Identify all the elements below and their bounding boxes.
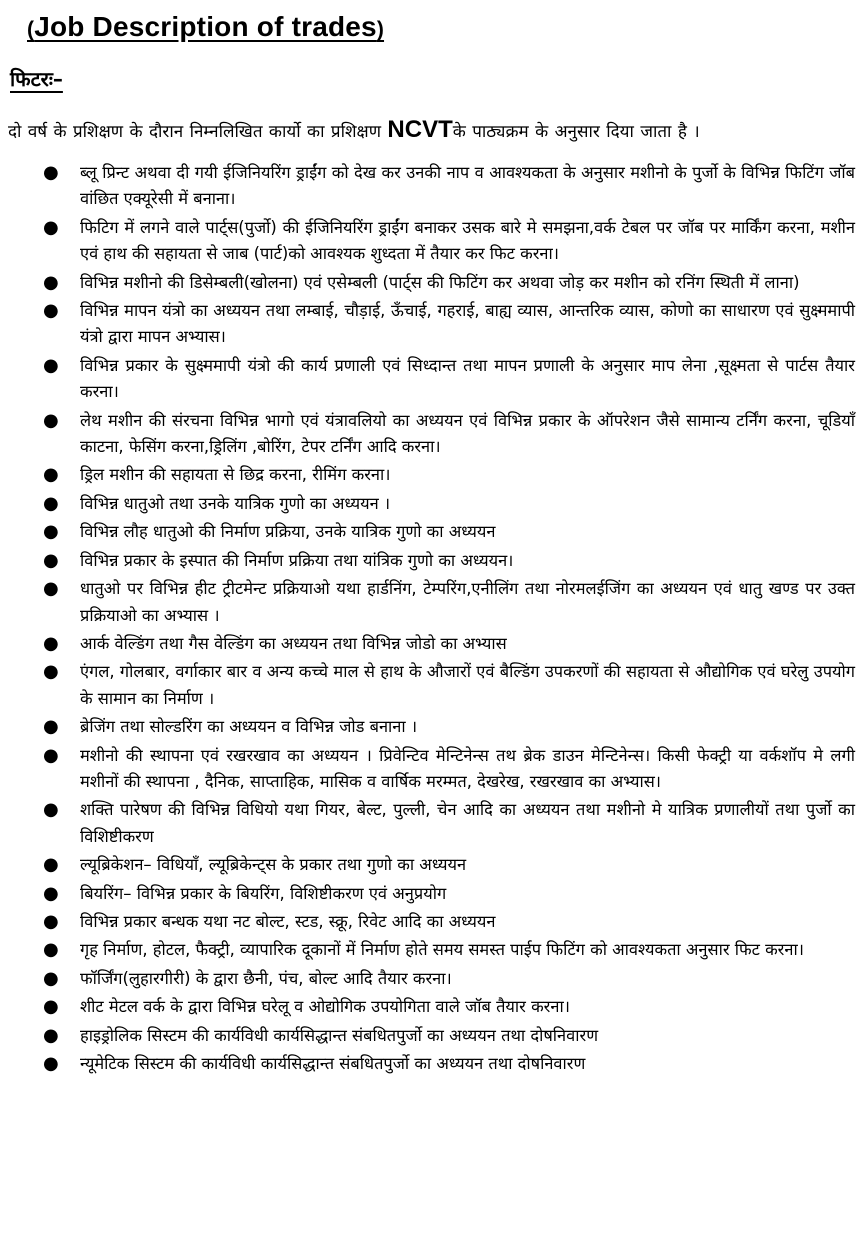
list-item-text: आर्क वेल्डिंग तथा गैस वेल्डिंग का अध्ययन तथा विभिन्न जोडो का अभ्यास xyxy=(80,633,507,653)
list-item-text: गृह निर्माण, होटल, फैक्ट्री, व्यापारिक दूकानों में निर्माण होते समय समस्त पाईप फिटिंग को आवश्यकता अनुसार फिट करना। xyxy=(80,940,804,960)
intro-paragraph xyxy=(8,110,855,152)
bullet-icon: ● xyxy=(43,882,59,904)
list-item xyxy=(7,1051,855,1077)
list-item xyxy=(7,743,855,796)
list-item-text: विभिन्न प्रकार के इस्पात की निर्माण प्रक्रिया तथा यांत्रिक गुणो का अध्ययन। xyxy=(80,550,514,570)
bullet-icon: ● xyxy=(43,492,59,514)
list-item xyxy=(7,631,855,657)
bullet-icon: ● xyxy=(43,910,59,932)
list-item-text: शीट मेटल वर्क के द्वारा विभिन्न घरेलू व ओद्योगिक उपयोगिता वाले जॉब तैयार करना। xyxy=(80,997,570,1017)
list-item-text: फिटिग में लगने वाले पार्ट्स(पुर्जो) की ईजिनियरिंग ड्राईंग बनाकर उसक बारे मे समझना,वर्क टेबल पर जॉब पर मार्किंग करना, मशीन एवं हाथ की सहायता से जाब (पार्ट)को आवश्यक शुध्दता में तैयार कर फिट करना। xyxy=(80,217,855,264)
list-item-text: विभिन्न मशीनो की डिसेम्बली(खोलना) एवं एसेम्बली (पार्ट्स की फिटिंग कर अथवा जोड़ कर मशीन को रनिंग स्थिती में लाना) xyxy=(80,272,800,292)
list-item-text: विभिन्न प्रकार बन्धक यथा नट बोल्ट, स्टड, स्क्रू, रिवेट आदि का अध्ययन xyxy=(80,911,496,931)
title-text: Job Description of trades xyxy=(34,11,377,42)
bullet-icon: ● xyxy=(43,464,59,486)
list-item-text: लेथ मशीन की संरचना विभिन्न भागो एवं यंत्रावलियो का अध्ययन एवं विभिन्न प्रकार के ऑपरेशन जैसे सामान्य टर्निंग करना, चूडियॉं काटना, फेसिंग करना,ड्रिलिंग ,बोरिंग, टेपर टर्निंग आदि करना। xyxy=(80,410,855,457)
bullet-icon: ● xyxy=(43,799,59,821)
list-item xyxy=(7,548,855,574)
bullet-icon: ● xyxy=(43,409,59,431)
bullet-icon: ● xyxy=(43,162,59,183)
list-item xyxy=(7,576,855,629)
bullet-icon: ● xyxy=(43,549,59,571)
list-item-text: ब्लू प्रिन्ट अथवा दी गयी ईजिनियरिंग ड्राईंग को देख कर उनकी नाप व आवश्यकता के अनुसार मशीनो के पुर्जो के विभिन्न फिटिंग जॉब वांछित एक्यूरेसी में बनाना। xyxy=(80,163,855,209)
bullet-icon: ● xyxy=(43,578,59,600)
list-item-text: एंगल, गोलबार, वर्गाकार बार व अन्य कच्चे माल से हाथ के औजारों एवं बैल्डिंग उपकरणों की सहायता से औद्योगिक एवं घरेलु उपयोग के सामान का निर्माण । xyxy=(80,662,855,708)
bullet-icon: ● xyxy=(43,744,59,766)
section-heading-fitter: फिटरः– xyxy=(10,67,63,91)
list-item-text: फॉर्जिंग(लुहारगीरी) के द्वारा छैनी, पंच, बोल्ट आदि तैयार करना। xyxy=(80,968,452,988)
title-open-paren: ( xyxy=(27,18,35,41)
list-item xyxy=(7,160,855,213)
list-item xyxy=(7,852,855,878)
bullet-icon: ● xyxy=(43,854,59,876)
list-item xyxy=(7,215,855,268)
list-item xyxy=(7,994,855,1020)
list-item xyxy=(7,714,855,740)
list-item xyxy=(7,797,855,850)
bullet-icon: ● xyxy=(43,939,59,961)
intro-acronym: NCVT xyxy=(387,116,453,143)
list-item xyxy=(7,659,855,712)
list-item-text: हाइड्रोलिक सिस्टम की कार्यविधी कार्यसिद्धान्त संबधितपुर्जो का अध्ययन तथा दोषनिवारण xyxy=(80,1025,599,1045)
list-item xyxy=(7,298,855,351)
bullet-icon: ● xyxy=(43,300,59,322)
list-item-text: विभिन्न लौह धातुओ की निर्माण प्रक्रिया, उनके यात्रिक गुणो का अध्ययन xyxy=(80,522,496,542)
list-item-text: बियरिंग– विभिन्न प्रकार के बियरिंग, विशिष्टीकरण एवं अनुप्रयोग xyxy=(80,883,447,903)
bullet-icon: ● xyxy=(43,1024,59,1046)
list-item xyxy=(7,966,855,992)
list-item-text: धातुओ पर विभिन्न हीट ट्रीटमेन्ट प्रक्रियाओ यथा हार्डनिंग, टेम्परिंग,एनीलिंग तथा नोरमलईजिंग का अध्ययन एवं धातु खण्ड पर उक्त प्रक्रियाओ का अभ्यास । xyxy=(80,579,856,625)
bullet-icon: ● xyxy=(43,354,59,376)
list-item xyxy=(7,881,855,907)
duty-list xyxy=(7,160,855,1077)
bullet-icon: ● xyxy=(43,271,59,293)
title-close-paren: ) xyxy=(376,18,385,41)
list-item xyxy=(7,1023,855,1049)
bullet-icon: ● xyxy=(43,996,59,1018)
list-item xyxy=(7,519,855,545)
list-item-text: ल्यूब्रिकेशन– विधियॉं, ल्यूब्रिकेन्ट्स के प्रकार तथा गुणो का अध्ययन xyxy=(80,855,467,875)
list-item-text: विभिन्न धातुओ तथा उनके यात्रिक गुणो का अध्ययन । xyxy=(80,493,391,513)
list-item xyxy=(7,353,855,406)
list-item-text: विभिन्न प्रकार के सुक्ष्ममापी यंत्रो की कार्य प्रणाली एवं सिध्दान्त तथा मापन प्रणाली के अनुसार माप लेना ,सूक्ष्मता से पार्टस तैयार करना। xyxy=(80,355,855,402)
bullet-icon: ● xyxy=(43,521,59,543)
intro-text-after: के पाठ्यक्रम के अनुसार दिया जाता है । xyxy=(452,122,700,142)
list-item xyxy=(7,270,855,296)
list-item-text: मशीनो की स्थापना एवं रखरखाव का अध्ययन । प्रिवेन्टिव मेन्टिनेन्स तथ ब्रेक डाउन मेन्टिनेन्स। किसी फेक्ट्री या वर्कशॉप मे लगी मशीनों की स्थापना , दैनिक, साप्ताहिक, मासिक व वार्षिक मरम्मत, देखरेख, रखरखाव का अभ्यास। xyxy=(80,745,855,791)
bullet-icon: ● xyxy=(43,216,59,238)
list-item xyxy=(7,408,855,461)
intro-text-before: दो वर्ष के प्रशिक्षण के दौरान निम्नलिखित कार्यो का प्रशिक्षण xyxy=(8,122,388,142)
list-item xyxy=(7,462,855,488)
list-item-text: ब्रेजिंग तथा सोल्डरिंग का अध्ययन व विभिन्न जोड बनाना । xyxy=(80,717,418,737)
list-item-text: ड्रिल मशीन की सहायता से छिद्र करना, रीमिंग करना। xyxy=(80,465,391,485)
list-item-text: विभिन्न मापन यंत्रो का अध्ययन तथा लम्बाई, चौड़ाई, ऊँचाई, गहराई, बाह्य व्यास, आन्तरिक व्यास, कोणो का साधारण एवं सुक्ष्ममापी यंत्रो द्वारा मापन अभ्यास। xyxy=(80,301,855,347)
list-item xyxy=(7,937,855,963)
bullet-icon: ● xyxy=(43,632,59,654)
list-item-text: शक्ति पारेषण की विभिन्न विधियो यथा गियर, बेल्ट, पुल्ली, चेन आदि का अध्ययन तथा मशीनो मे यात्रिक प्रणालीयों तथा पुर्जो का विशिष्टीकरण xyxy=(80,800,855,846)
bullet-icon: ● xyxy=(43,661,59,683)
list-item xyxy=(7,909,855,935)
document-title xyxy=(27,10,855,47)
bullet-icon: ● xyxy=(43,967,59,989)
list-item xyxy=(7,491,855,517)
list-item-text: न्यूमेटिक सिस्टम की कार्यविधी कार्यसिद्धान्त संबधितपुर्जो का अध्ययन तथा दोषनिवारण xyxy=(80,1054,586,1073)
bullet-icon: ● xyxy=(43,716,59,738)
bullet-icon: ● xyxy=(43,1053,59,1074)
